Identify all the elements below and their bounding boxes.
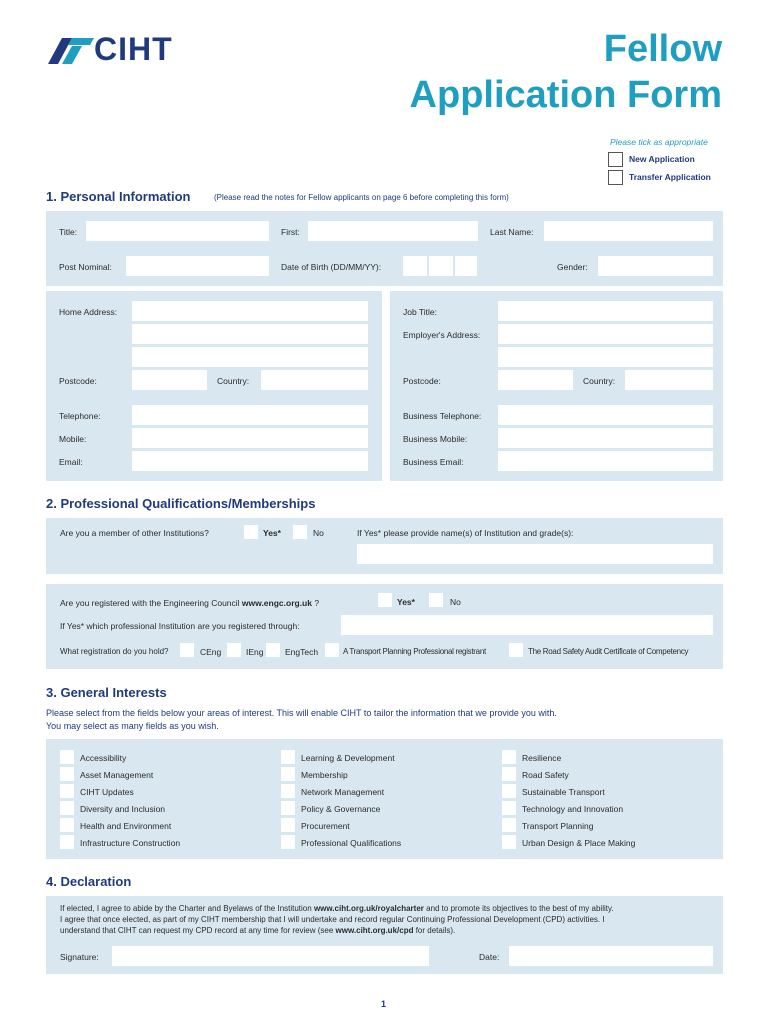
business-mobile-input[interactable]: [498, 428, 713, 448]
declaration-line1-text: If elected, I agree to abide by the Charter and Byelaws of the Institution: [60, 904, 314, 913]
dob-year-input[interactable]: [455, 256, 477, 276]
date-label: Date:: [479, 952, 500, 962]
first-name-input[interactable]: [308, 221, 478, 241]
rsa-checkbox[interactable]: [509, 643, 523, 657]
declaration-line1: [60, 904, 614, 913]
country-input[interactable]: [261, 370, 368, 390]
ciht-logo-mark-icon: [48, 36, 94, 66]
interest-label: Professional Qualifications: [301, 838, 402, 848]
business-country-input[interactable]: [625, 370, 713, 390]
logo-text: CIHT: [94, 31, 173, 67]
interest-checkbox[interactable]: [60, 767, 74, 781]
business-country-label: Country:: [583, 376, 616, 386]
interest-checkbox[interactable]: [60, 818, 74, 832]
section3-title: 3. General Interests: [46, 685, 167, 700]
signature-label: Signature:: [60, 952, 99, 962]
title-label: Title:: [59, 227, 78, 237]
member-question: Are you a member of other Institutions?: [60, 528, 209, 538]
signature-input[interactable]: [112, 946, 429, 966]
member-no-label: No: [313, 528, 324, 538]
business-mobile-label: Business Mobile:: [403, 434, 468, 444]
transfer-application-label: Transfer Application: [629, 172, 711, 182]
interest-label: Network Management: [301, 787, 385, 797]
interest-checkbox[interactable]: [502, 801, 516, 815]
interest-label: Technology and Innovation: [522, 804, 624, 814]
interest-label: Asset Management: [80, 770, 154, 780]
last-name-input[interactable]: [544, 221, 713, 241]
page-title-line1: Fellow: [603, 28, 722, 70]
interest-checkbox[interactable]: [281, 767, 295, 781]
interest-label: Procurement: [301, 821, 350, 831]
page-title-line2: Application Form: [409, 74, 722, 116]
employer-address-line2-input[interactable]: [498, 347, 713, 367]
royal-charter-link[interactable]: www.ciht.org.uk/royalcharter: [313, 904, 424, 913]
business-email-input[interactable]: [498, 451, 713, 471]
gender-label: Gender:: [557, 262, 588, 272]
telephone-label: Telephone:: [59, 411, 101, 421]
engc-question-end: ?: [311, 598, 320, 608]
home-address-line3-input[interactable]: [132, 347, 368, 367]
section3-intro-line2: You may select as many fields as you wish.: [46, 721, 219, 731]
declaration-line3-end: for details).: [413, 926, 456, 935]
declaration-line3-text: understand that CIHT can request my CPD record at any time for review (see: [60, 926, 336, 935]
interest-label: Membership: [301, 770, 348, 780]
interest-checkbox[interactable]: [281, 784, 295, 798]
engc-link[interactable]: www.engc.org.uk: [241, 598, 312, 608]
title-input[interactable]: [86, 221, 269, 241]
tpp-label: A Transport Planning Professional registrant: [343, 647, 486, 656]
member-no-checkbox[interactable]: [293, 525, 307, 539]
business-telephone-label: Business Telephone:: [403, 411, 482, 421]
job-title-input[interactable]: [498, 301, 713, 321]
engc-question: [60, 598, 319, 608]
declaration-line3: [60, 926, 455, 935]
interest-checkbox[interactable]: [502, 818, 516, 832]
date-input[interactable]: [509, 946, 713, 966]
section4-title: 4. Declaration: [46, 874, 132, 889]
post-nominal-input[interactable]: [126, 256, 269, 276]
interest-checkbox[interactable]: [60, 784, 74, 798]
interest-label: Resilience: [522, 753, 562, 763]
interest-label: CIHT Updates: [80, 787, 134, 797]
institution-instruction: If Yes* please provide name(s) of Institution and grade(s):: [357, 528, 574, 538]
interest-checkbox[interactable]: [502, 784, 516, 798]
interest-label: Road Safety: [522, 770, 569, 780]
email-input[interactable]: [132, 451, 368, 471]
business-postcode-input[interactable]: [498, 370, 573, 390]
mobile-label: Mobile:: [59, 434, 87, 444]
engtech-label: EngTech: [285, 647, 319, 657]
home-address-line1-input[interactable]: [132, 301, 368, 321]
dob-month-input[interactable]: [429, 256, 453, 276]
interest-checkbox[interactable]: [60, 750, 74, 764]
employer-address-line1-input[interactable]: [498, 324, 713, 344]
registered-through-input[interactable]: [341, 615, 713, 635]
cpd-link[interactable]: www.ciht.org.uk/cpd: [335, 926, 414, 935]
interest-label: Diversity and Inclusion: [80, 804, 166, 814]
telephone-input[interactable]: [132, 405, 368, 425]
rsa-label: The Road Safety Audit Certificate of Competency: [528, 647, 689, 656]
first-label: First:: [281, 227, 300, 237]
member-yes-checkbox[interactable]: [244, 525, 258, 539]
ieng-checkbox[interactable]: [227, 643, 241, 657]
business-postcode-label: Postcode:: [403, 376, 441, 386]
section1-title: 1. Personal Information: [46, 189, 191, 204]
post-nominal-label: Post Nominal:: [59, 262, 112, 272]
tpp-checkbox[interactable]: [325, 643, 339, 657]
interest-checkbox[interactable]: [60, 801, 74, 815]
transfer-application-checkbox[interactable]: [608, 170, 623, 185]
dob-label: Date of Birth (DD/MM/YY):: [281, 262, 382, 272]
new-application-label: New Application: [629, 154, 695, 164]
postcode-label: Postcode:: [59, 376, 97, 386]
interest-label: Policy & Governance: [301, 804, 381, 814]
declaration-line2: I agree that once elected, as part of my CIHT membership that I will undertake and record regular Continuing Professional Development (CPD) activities. I: [60, 915, 605, 924]
mobile-input[interactable]: [132, 428, 368, 448]
section3-intro-line1: Please select from the fields below your areas of interest. This will enable CIHT to tailor the information that we provide you with.: [46, 708, 557, 718]
ceng-checkbox[interactable]: [180, 643, 194, 657]
declaration-line1-end: and to promote its objectives to the best of my ability.: [423, 904, 614, 913]
member-yes-label: Yes*: [263, 528, 281, 538]
home-address-label: Home Address:: [59, 307, 118, 317]
gender-input[interactable]: [598, 256, 713, 276]
ceng-label: CEng: [200, 647, 222, 657]
business-telephone-input[interactable]: [498, 405, 713, 425]
email-label: Email:: [59, 457, 83, 467]
registration-question: What registration do you hold?: [60, 647, 169, 656]
engc-question-text: Are you registered with the Engineering Council: [60, 598, 242, 608]
registered-through-label: If Yes* which professional Institution are you registered through:: [60, 621, 300, 631]
engtech-checkbox[interactable]: [266, 643, 280, 657]
page-number: 1: [381, 999, 387, 1009]
interest-checkbox[interactable]: [60, 835, 74, 849]
section1-note: (Please read the notes for Fellow applicants on page 6 before completing this form): [214, 193, 509, 202]
interest-checkbox[interactable]: [281, 801, 295, 815]
interest-checkbox[interactable]: [502, 767, 516, 781]
business-email-label: Business Email:: [403, 457, 464, 467]
interest-checkbox[interactable]: [281, 750, 295, 764]
tick-note: Please tick as appropriate: [610, 137, 708, 147]
interest-label: Accessibility: [80, 753, 127, 763]
job-title-label: Job Title:: [403, 307, 438, 317]
interest-checkbox[interactable]: [281, 818, 295, 832]
postcode-input[interactable]: [132, 370, 207, 390]
engc-yes-checkbox[interactable]: [378, 593, 392, 607]
dob-day-input[interactable]: [403, 256, 427, 276]
interest-checkbox[interactable]: [281, 835, 295, 849]
home-address-line2-input[interactable]: [132, 324, 368, 344]
engc-no-checkbox[interactable]: [429, 593, 443, 607]
interest-label: Transport Planning: [522, 821, 594, 831]
engc-yes-label: Yes*: [397, 597, 415, 607]
last-name-label: Last Name:: [490, 227, 534, 237]
interest-label: Learning & Development: [301, 753, 395, 763]
country-label: Country:: [217, 376, 250, 386]
interest-label: Urban Design & Place Making: [522, 838, 636, 848]
interest-label: Sustainable Transport: [522, 787, 605, 797]
interest-label: Infrastructure Construction: [80, 838, 181, 848]
interest-checkbox[interactable]: [502, 835, 516, 849]
section2-title: 2. Professional Qualifications/Memberships: [46, 496, 316, 511]
interest-label: Health and Environment: [80, 821, 172, 831]
interest-checkbox[interactable]: [502, 750, 516, 764]
institution-input[interactable]: [357, 544, 713, 564]
ieng-label: IEng: [246, 647, 264, 657]
engc-no-label: No: [450, 597, 461, 607]
employer-address-label: Employer's Address:: [403, 330, 481, 340]
new-application-checkbox[interactable]: [608, 152, 623, 167]
ciht-logo: [48, 31, 198, 68]
